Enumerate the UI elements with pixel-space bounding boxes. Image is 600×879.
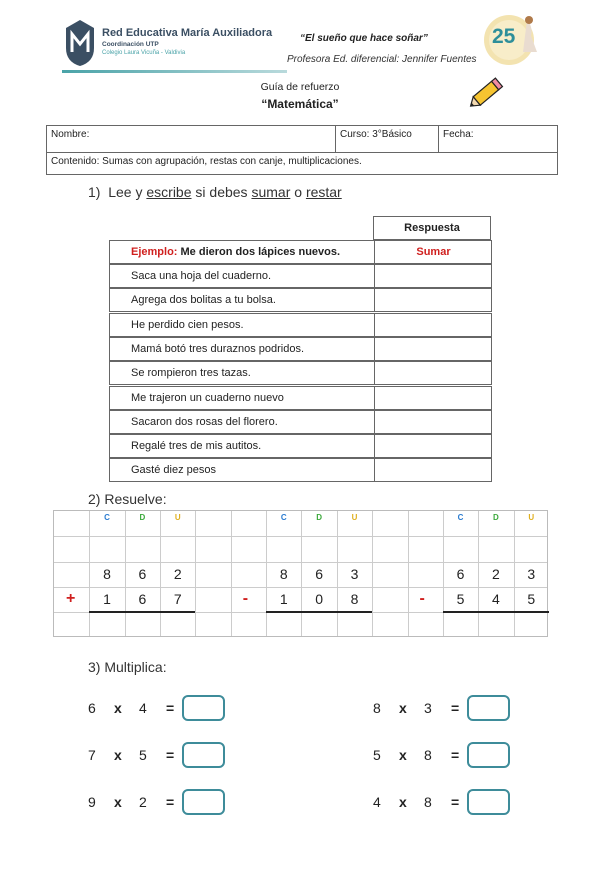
- question-row: [109, 434, 492, 458]
- place-value-header: U: [351, 513, 358, 522]
- factor-b: 8: [424, 794, 432, 810]
- bottom-digit: 5: [456, 590, 465, 607]
- top-digit: 6: [315, 565, 323, 582]
- top-digit: 2: [491, 565, 500, 582]
- question-row: [109, 313, 492, 337]
- bottom-digit: 1: [103, 590, 111, 607]
- bottom-digit: 7: [173, 590, 182, 607]
- question-row: [109, 288, 492, 312]
- top-digit: 8: [103, 565, 111, 582]
- result-digit-cell[interactable]: [266, 613, 301, 636]
- answer-box[interactable]: [182, 789, 225, 815]
- bottom-digit: 4: [491, 590, 500, 607]
- factor-b: 3: [424, 700, 432, 716]
- question-row: [109, 386, 492, 410]
- factor-b: 5: [139, 747, 147, 763]
- example-answer: Sumar: [416, 246, 451, 258]
- place-value-header: C: [280, 513, 287, 522]
- place-value-header: D: [139, 513, 146, 522]
- times-sign: x: [114, 747, 122, 763]
- factor-b: 4: [139, 700, 147, 716]
- result-digit-cell[interactable]: [89, 613, 124, 636]
- top-digit: 3: [350, 565, 359, 582]
- header-divider: [62, 70, 287, 73]
- times-sign: x: [399, 747, 407, 763]
- section-1-title: 1) Lee y escribe si debes sumar o restar: [88, 184, 342, 200]
- minus-sign: -: [419, 589, 425, 607]
- example-row: [109, 240, 492, 264]
- question-text: Regalé tres de mis autitos.: [131, 440, 262, 453]
- factor-b: 2: [139, 794, 147, 810]
- question-text: Saca una hoja del cuaderno.: [131, 270, 272, 282]
- bottom-digit: 5: [527, 590, 536, 607]
- motto: “El sueño que hace soñar”: [300, 33, 428, 44]
- question-text: Sacaron dos rosas del florero.: [131, 415, 278, 428]
- school-logo: [62, 18, 277, 70]
- subtraction-addition-grid: [53, 510, 548, 637]
- date-field[interactable]: Fecha:: [443, 129, 474, 140]
- factor-a: 9: [88, 794, 96, 810]
- logo-emblem-icon: [62, 18, 98, 68]
- times-sign: x: [114, 700, 122, 716]
- bottom-digit: 1: [279, 590, 288, 607]
- student-info-table: [46, 125, 558, 175]
- place-value-header: C: [457, 513, 464, 522]
- anniversary-badge: [483, 12, 541, 68]
- times-sign: x: [399, 794, 407, 810]
- content-row: Contenido: Sumas con agrupación, restas con canje, multiplicaciones.: [51, 156, 362, 167]
- info-row: [47, 126, 557, 153]
- example-text: Me dieron dos lápices nuevos.: [177, 246, 341, 258]
- section-2-title: 2) Resuelve:: [88, 491, 167, 507]
- logo-line-1: Red Educativa María Auxiliadora: [102, 27, 273, 39]
- place-value-header: C: [104, 513, 110, 522]
- logo-line-2: Coordinación UTP: [102, 41, 159, 48]
- equals-sign: =: [451, 747, 460, 763]
- result-digit-cell[interactable]: [337, 613, 372, 636]
- subject-title: “Matemática”: [261, 97, 339, 111]
- minus-sign: -: [242, 589, 249, 607]
- course-field: Curso: 3°Básico: [340, 129, 412, 140]
- result-digit-cell[interactable]: [514, 613, 549, 636]
- answer-box[interactable]: [467, 789, 510, 815]
- logo-line-3: Colegio Laura Vicuña - Valdivia: [102, 50, 186, 56]
- top-digit: 3: [527, 565, 536, 582]
- answer-box[interactable]: [182, 742, 225, 768]
- bottom-digit: 6: [138, 590, 147, 607]
- questions-table: [109, 216, 492, 483]
- equals-sign: =: [166, 794, 175, 810]
- question-text: Agrega dos bolitas a tu bolsa.: [131, 294, 276, 307]
- bottom-digit: 0: [315, 590, 323, 607]
- section-3-title: 3) Multiplica:: [88, 659, 167, 675]
- plus-sign: +: [66, 589, 76, 607]
- answer-box[interactable]: [182, 695, 225, 721]
- answer-column-header: Respuesta: [373, 216, 491, 240]
- place-value-header: U: [174, 513, 181, 522]
- equals-sign: =: [166, 747, 175, 763]
- equals-sign: =: [451, 794, 460, 810]
- factor-b: 8: [424, 747, 432, 763]
- guide-title: Guía de refuerzo: [260, 81, 340, 93]
- factor-a: 7: [88, 747, 96, 763]
- badge-number: 25: [492, 25, 516, 48]
- question-text: Mamá botó tres duraznos podridos.: [131, 342, 305, 355]
- name-field[interactable]: Nombre:: [51, 129, 90, 140]
- times-sign: x: [399, 700, 407, 716]
- top-digit: 6: [456, 565, 465, 582]
- question-row: [109, 337, 492, 361]
- question-row: [109, 458, 492, 482]
- question-text: Gasté diez pesos: [131, 464, 216, 477]
- question-row: [109, 361, 492, 385]
- example-label: Ejemplo:: [131, 246, 178, 258]
- question-row: [109, 410, 492, 434]
- equals-sign: =: [451, 700, 460, 716]
- place-value-header: U: [528, 513, 535, 522]
- question-text: He perdido cien pesos.: [131, 318, 244, 331]
- place-value-header: D: [316, 513, 322, 522]
- pencil-icon: [466, 72, 508, 114]
- factor-a: 5: [373, 747, 381, 763]
- factor-a: 8: [373, 700, 381, 716]
- top-digit: 8: [279, 565, 288, 582]
- question-row: [109, 264, 492, 288]
- answer-box[interactable]: [467, 742, 510, 768]
- factor-a: 6: [88, 700, 96, 716]
- result-digit-cell[interactable]: [478, 613, 513, 636]
- equals-sign: =: [166, 700, 175, 716]
- place-value-header: D: [492, 513, 499, 522]
- question-text: Me trajeron un cuaderno nuevo: [131, 391, 284, 404]
- teacher-name: Profesora Ed. diferencial: Jennifer Fuentes: [287, 54, 477, 65]
- result-digit-cell[interactable]: [160, 613, 195, 636]
- top-digit: 6: [138, 565, 147, 582]
- bottom-digit: 8: [350, 590, 359, 607]
- times-sign: x: [114, 794, 122, 810]
- result-digit-cell[interactable]: [125, 613, 160, 636]
- answer-box[interactable]: [467, 695, 510, 721]
- result-digit-cell[interactable]: [301, 613, 336, 636]
- top-digit: 2: [173, 565, 182, 582]
- result-digit-cell[interactable]: [443, 613, 478, 636]
- factor-a: 4: [373, 794, 381, 810]
- question-text: Se rompieron tres tazas.: [131, 367, 251, 380]
